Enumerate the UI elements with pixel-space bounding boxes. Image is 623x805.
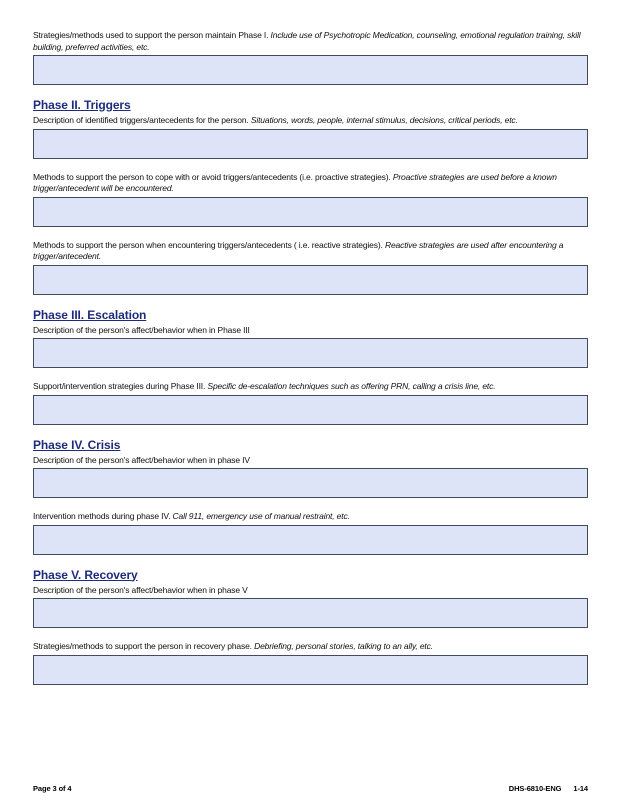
field-label xyxy=(33,511,588,523)
phase5-behavior-description-input[interactable] xyxy=(33,598,588,628)
field-label xyxy=(33,325,588,337)
field-phase3-intervention-strategies xyxy=(33,381,588,425)
phase2-reactive-strategies-input[interactable] xyxy=(33,265,588,295)
label-text: Description of identified triggers/antecedents for the person. xyxy=(33,115,249,125)
label-text: Methods to support the person when encountering triggers/antecedents ( i.e. reactive strategies). xyxy=(33,239,383,250)
revision-date: 1-14 xyxy=(573,784,588,793)
label-text: Support/intervention strategies during Phase III. xyxy=(33,381,206,391)
label-text: Strategies/methods to support the person in recovery phase. xyxy=(33,641,252,651)
section-heading-phase-iv: Phase IV. Crisis xyxy=(33,437,121,452)
form-number: DHS-6810-ENG xyxy=(508,784,562,793)
field-phase2-reactive-strategies xyxy=(33,240,588,295)
section-heading-phase-v: Phase V. Recovery xyxy=(33,567,138,582)
field-phase2-proactive-strategies xyxy=(33,172,588,227)
field-phase4-intervention-methods xyxy=(33,511,588,555)
field-label xyxy=(33,585,588,597)
field-label xyxy=(33,381,588,393)
label-hint: Reactive strategies are used after encountering a trigger/antecedent. xyxy=(33,239,564,261)
phase1-maintain-strategies-input[interactable] xyxy=(33,55,588,85)
label-text: Description of the person's affect/behavior when in phase V xyxy=(33,584,248,595)
phase2-triggers-description-input[interactable] xyxy=(33,129,588,159)
label-hint: Debriefing, personal stories, talking to an ally, etc. xyxy=(254,641,433,651)
field-phase4-behavior-description xyxy=(33,455,588,499)
label-text: Strategies/methods used to support the person maintain Phase I. xyxy=(33,30,269,40)
label-hint: Call 911, emergency use of manual restraint, etc. xyxy=(172,511,350,521)
page-number: Page 3 of 4 xyxy=(33,784,72,793)
field-label xyxy=(33,115,588,127)
phase3-behavior-description-input[interactable] xyxy=(33,338,588,368)
field-label xyxy=(33,641,588,653)
form-identifier xyxy=(509,784,588,793)
field-label xyxy=(33,240,588,263)
section-heading-phase-ii: Phase II. Triggers xyxy=(33,98,131,112)
label-text: Methods to support the person to cope with or avoid triggers/antecedents (i.e. proactive strategies). xyxy=(33,171,391,182)
phase5-recovery-strategies-input[interactable] xyxy=(33,655,588,685)
field-phase2-triggers-description xyxy=(33,115,588,159)
phase3-intervention-strategies-input[interactable] xyxy=(33,395,588,425)
field-phase5-recovery-strategies xyxy=(33,641,588,685)
section-heading-phase-iii: Phase III. Escalation xyxy=(33,307,147,322)
phase4-intervention-methods-input[interactable] xyxy=(33,525,588,555)
field-phase3-behavior-description xyxy=(33,325,588,369)
label-hint: Proactive strategies are used before a known trigger/antecedent will be encountered. xyxy=(33,171,557,193)
phase4-behavior-description-input[interactable] xyxy=(33,468,588,498)
label-hint: Situations, words, people, internal stimulus, decisions, critical periods, etc. xyxy=(250,115,518,125)
label-text: Intervention methods during phase IV. xyxy=(33,511,171,521)
field-label xyxy=(33,455,588,467)
label-hint: Specific de-escalation techniques such as offering PRN, calling a crisis line, etc. xyxy=(207,381,496,391)
field-phase1-maintain-strategies xyxy=(33,30,588,85)
field-label xyxy=(33,172,588,195)
label-hint: Include use of Psychotropic Medication, counseling, emotional regulation training, skill building, preferred activities, etc. xyxy=(33,30,581,52)
label-text: Description of the person's affect/behavior when in phase IV xyxy=(33,454,250,465)
page-footer xyxy=(33,784,588,793)
phase2-proactive-strategies-input[interactable] xyxy=(33,197,588,227)
field-phase5-behavior-description xyxy=(33,585,588,629)
field-label xyxy=(33,30,588,53)
label-text: Description of the person's affect/behavior when in Phase III xyxy=(33,324,250,335)
